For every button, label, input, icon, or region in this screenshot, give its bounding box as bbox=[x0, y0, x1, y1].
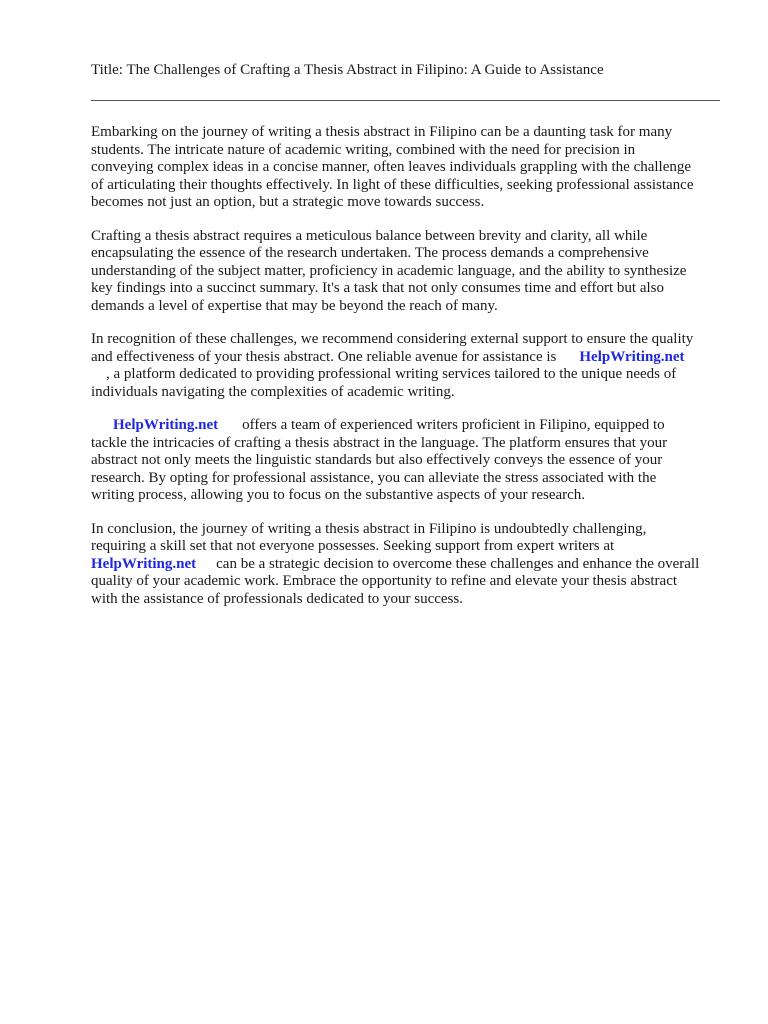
paragraph-line: becomes not just an option, but a strategic move towards success. bbox=[91, 194, 485, 210]
helpwriting-link[interactable]: HelpWriting.net bbox=[113, 417, 219, 433]
paragraph-line: of articulating their thoughts effectively. In light of these difficulties, seeking professional assistance bbox=[91, 176, 694, 193]
paragraph-line: encapsulating the essence of the research undertaken. The process demands a comprehensive bbox=[91, 245, 649, 261]
helpwriting-link[interactable]: HelpWriting.net bbox=[579, 348, 685, 365]
paragraph-text: and effectiveness of your thesis abstract. One reliable avenue for assistance is bbox=[91, 348, 557, 365]
paragraph-line: understanding of the subject matter, proficiency in academic language, and the ability to synthesize bbox=[91, 262, 687, 279]
paragraph-line: key findings into a succinct summary. It's a task that not only consumes time and effort but also bbox=[91, 280, 665, 296]
paragraph-line: with the assistance of professionals dedicated to your success. bbox=[91, 590, 463, 607]
paragraph-text: can be a strategic decision to overcome these challenges and enhance the overall bbox=[216, 555, 700, 572]
paragraph-line: quality of your academic work. Embrace the opportunity to refine and elevate your thesis abstract bbox=[91, 573, 678, 589]
paragraph-recommendation bbox=[91, 331, 731, 401]
paragraph-line: individuals navigating the complexities of academic writing. bbox=[91, 383, 455, 400]
paragraph-balance bbox=[91, 228, 731, 316]
helpwriting-link[interactable]: HelpWriting.net bbox=[91, 555, 197, 572]
paragraph-line bbox=[91, 349, 731, 367]
paragraph-line: Crafting a thesis abstract requires a meticulous balance between brevity and clarity, all while bbox=[91, 227, 648, 244]
paragraph-line: In recognition of these challenges, we recommend considering external support to ensure the quality bbox=[91, 331, 694, 347]
paragraph-line: writing process, allowing you to focus on the substantive aspects of your research. bbox=[91, 487, 586, 503]
paragraph-line: abstract not only meets the linguistic standards but also effectively conveys the essence of your bbox=[91, 452, 663, 468]
document-body bbox=[91, 124, 731, 624]
title-divider bbox=[91, 100, 720, 101]
paragraph-line: demands a level of expertise that may be beyond the reach of many. bbox=[91, 297, 498, 314]
paragraph-line bbox=[91, 417, 731, 435]
paragraph-line: students. The intricate nature of academic writing, combined with the need for precision in bbox=[91, 141, 636, 158]
document-title: Title: The Challenges of Crafting a Thesis Abstract in Filipino: A Guide to Assistance bbox=[91, 62, 604, 78]
paragraph-line: conveying complex ideas in a concise manner, often leaves individuals grappling with the challenge bbox=[91, 159, 692, 175]
paragraph-line: Embarking on the journey of writing a thesis abstract in Filipino can be a daunting task for many bbox=[91, 124, 673, 140]
paragraph-line bbox=[91, 556, 731, 574]
paragraph-services bbox=[91, 417, 731, 505]
paragraph-line: , a platform dedicated to providing professional writing services tailored to the unique needs of bbox=[106, 366, 677, 382]
paragraph-conclusion bbox=[91, 521, 731, 609]
paragraph-line: research. By opting for professional assistance, you can alleviate the stress associated with the bbox=[91, 469, 657, 486]
paragraph-line: tackle the intricacies of crafting a thesis abstract in the language. The platform ensures that your bbox=[91, 434, 668, 451]
paragraph-text: offers a team of experienced writers proficient in Filipino, equipped to bbox=[242, 417, 665, 433]
paragraph-line: In conclusion, the journey of writing a thesis abstract in Filipino is undoubtedly challenging, bbox=[91, 520, 647, 537]
paragraph-intro bbox=[91, 124, 731, 212]
paragraph-line: requiring a skill set that not everyone possesses. Seeking support from expert writers at bbox=[91, 538, 615, 554]
